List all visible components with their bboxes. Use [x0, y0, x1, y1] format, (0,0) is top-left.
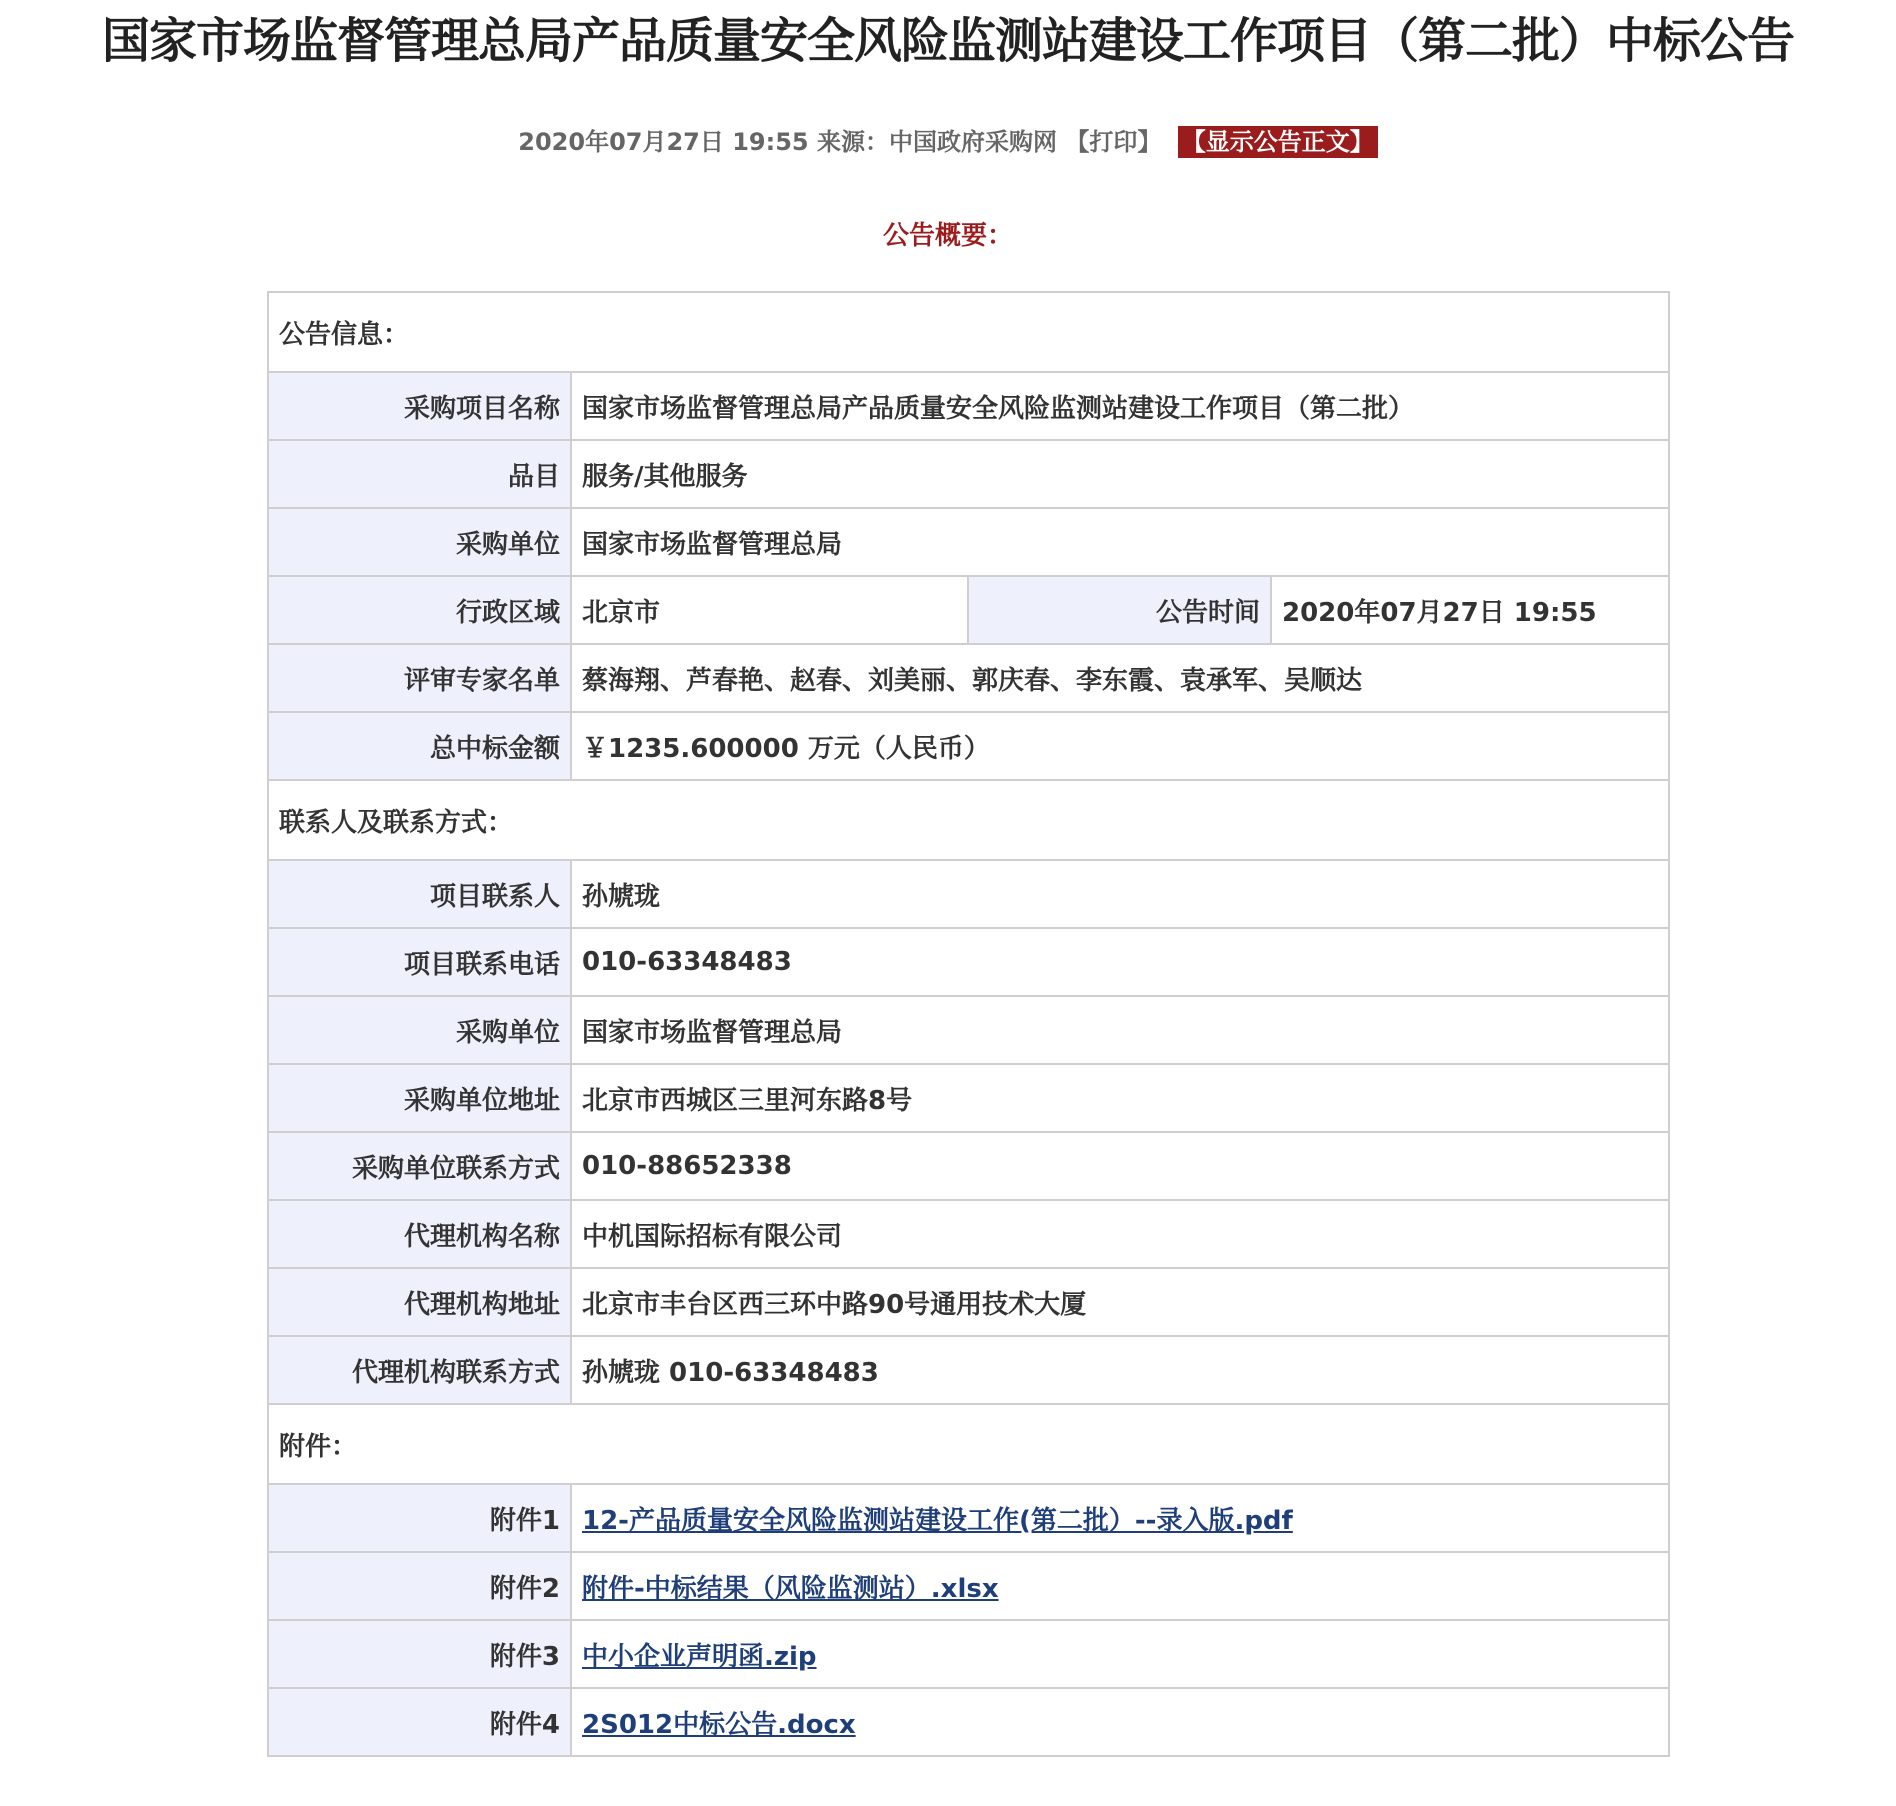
summary-heading: 公告概要：: [882, 221, 1013, 251]
attachment-label: 附件1: [268, 1484, 571, 1552]
table-row: [268, 1200, 1669, 1268]
source-name: 中国政府采购网: [888, 128, 1057, 156]
attachment-link-docx[interactable]: 2S012中标公告.docx: [582, 1709, 856, 1740]
table-row: [268, 928, 1669, 996]
table-row: [268, 1552, 1669, 1620]
section-title: 公告信息：: [268, 292, 1669, 372]
attachment-cell: [571, 1552, 1669, 1620]
table-row: [268, 712, 1669, 780]
table-row: [268, 1336, 1669, 1404]
announce-time-label: 公告时间: [968, 576, 1271, 644]
table-row: [268, 576, 1669, 644]
attachment-label: 附件3: [268, 1620, 571, 1688]
attachment-link-pdf[interactable]: 12-产品质量安全风险监测站建设工作(第二批）--录入版.pdf: [582, 1505, 1293, 1536]
show-announcement-text-button[interactable]: 【显示公告正文】: [1178, 126, 1378, 158]
section-attachments: [268, 1404, 1669, 1484]
category-value: 服务/其他服务: [571, 440, 1669, 508]
total-amount-value: ￥1235.600000 万元（人民币）: [571, 712, 1669, 780]
announcement-meta: [0, 124, 1896, 160]
table-row: [268, 440, 1669, 508]
total-amount-label: 总中标金额: [268, 712, 571, 780]
agency-address-label: 代理机构地址: [268, 1268, 571, 1336]
purchaser-contact-label: 采购单位联系方式: [268, 1132, 571, 1200]
table-row: [268, 372, 1669, 440]
attachment-cell: [571, 1484, 1669, 1552]
source-label: 来源：: [816, 128, 889, 156]
purchaser-value: 国家市场监督管理总局: [571, 508, 1669, 576]
project-contact-value: 孙虓珑: [571, 860, 1669, 928]
agency-name-label: 代理机构名称: [268, 1200, 571, 1268]
table-row: [268, 508, 1669, 576]
project-phone-label: 项目联系电话: [268, 928, 571, 996]
section-title: 联系人及联系方式：: [268, 780, 1669, 860]
region-label: 行政区域: [268, 576, 571, 644]
table-row: [268, 1688, 1669, 1756]
experts-label: 评审专家名单: [268, 644, 571, 712]
table-row: [268, 1268, 1669, 1336]
table-row: [268, 1064, 1669, 1132]
publish-datetime: 2020年07月27日 19:55: [518, 128, 809, 156]
page-title: 国家市场监督管理总局产品质量安全风险监测站建设工作项目（第二批）中标公告: [101, 13, 1794, 69]
agency-contact-label: 代理机构联系方式: [268, 1336, 571, 1404]
print-link[interactable]: 【打印】: [1065, 128, 1162, 156]
attachment-cell: [571, 1688, 1669, 1756]
table-row: [268, 860, 1669, 928]
table-row: [268, 644, 1669, 712]
project-name-value: 国家市场监督管理总局产品质量安全风险监测站建设工作项目（第二批）: [571, 372, 1669, 440]
attachment-cell: [571, 1620, 1669, 1688]
purchaser-contact-value: 010-88652338: [571, 1132, 1669, 1200]
table-row: [268, 996, 1669, 1064]
section-title: 附件：: [268, 1404, 1669, 1484]
region-value: 北京市: [571, 576, 968, 644]
table-row: [268, 1132, 1669, 1200]
experts-value: 蔡海翔、芦春艳、赵春、刘美丽、郭庆春、李东霞、袁承军、吴顺达: [571, 644, 1669, 712]
announcement-summary-table: [267, 291, 1670, 1757]
purchaser-label: 采购单位: [268, 508, 571, 576]
attachment-link-xlsx[interactable]: 附件-中标结果（风险监测站）.xlsx: [582, 1573, 999, 1604]
attachment-label: 附件2: [268, 1552, 571, 1620]
project-phone-value: 010-63348483: [571, 928, 1669, 996]
project-contact-label: 项目联系人: [268, 860, 571, 928]
agency-address-value: 北京市丰台区西三环中路90号通用技术大厦: [571, 1268, 1669, 1336]
table-row: [268, 1620, 1669, 1688]
table-row: [268, 1484, 1669, 1552]
project-name-label: 采购项目名称: [268, 372, 571, 440]
section-announcement-info: [268, 292, 1669, 372]
purchaser-address-value: 北京市西城区三里河东路8号: [571, 1064, 1669, 1132]
section-contact: [268, 780, 1669, 860]
announce-time-value: 2020年07月27日 19:55: [1271, 576, 1669, 644]
agency-name-value: 中机国际招标有限公司: [571, 1200, 1669, 1268]
attachment-link-zip[interactable]: 中小企业声明函.zip: [582, 1641, 817, 1672]
purchaser-address-label: 采购单位地址: [268, 1064, 571, 1132]
agency-contact-value: 孙虓珑 010-63348483: [571, 1336, 1669, 1404]
contact-purchaser-value: 国家市场监督管理总局: [571, 996, 1669, 1064]
contact-purchaser-label: 采购单位: [268, 996, 571, 1064]
attachment-label: 附件4: [268, 1688, 571, 1756]
category-label: 品目: [268, 440, 571, 508]
